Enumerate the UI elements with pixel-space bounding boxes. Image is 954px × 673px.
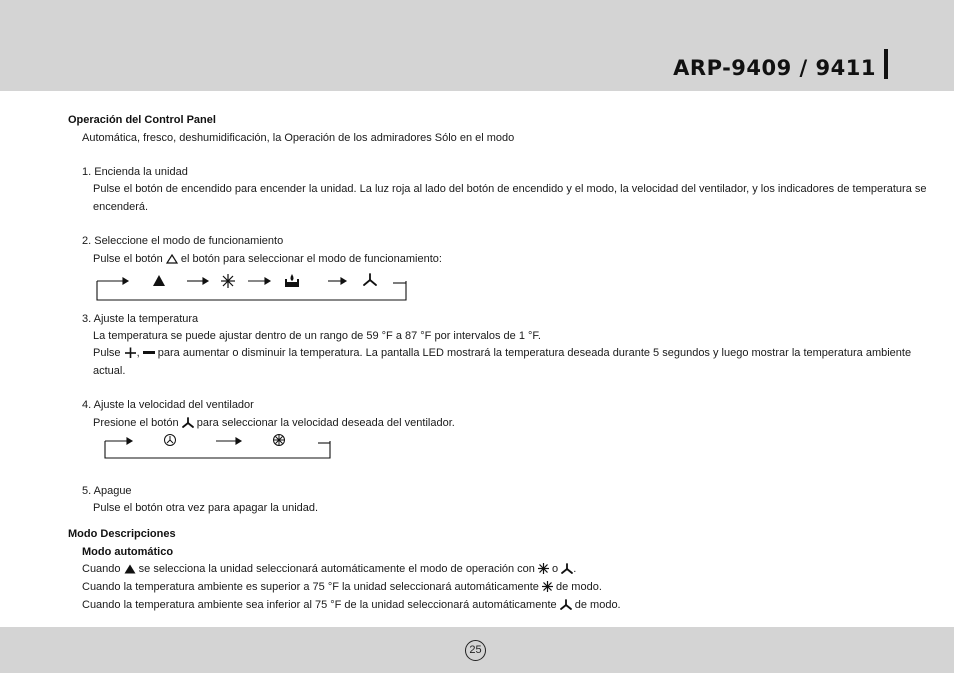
snowflake-icon <box>542 581 553 595</box>
page-number: 25 <box>465 640 486 661</box>
step3-pre: Pulse <box>93 347 121 359</box>
fan-low-icon <box>165 435 176 446</box>
fan-icon <box>560 599 572 613</box>
auto-line1 <box>82 563 576 577</box>
section-title-modes: Modo Descripciones <box>68 528 176 540</box>
step1-line2: encenderá. <box>93 201 149 213</box>
step3-post: para aumentar o disminuir la temperatura. La pantalla LED mostrará la temperatura deseada durante 5 segundos y luego mostrar la temperatura ambiente <box>157 347 912 359</box>
model-title: ARP-9409 / 9411 <box>673 56 876 80</box>
auto-line1-end: . <box>573 563 577 575</box>
fan-icon <box>364 274 376 285</box>
step2-title: 2. Seleccione el modo de funcionamiento <box>82 235 284 247</box>
arrow <box>97 278 128 284</box>
auto-line2-pre: Cuando la temperatura ambiente es superior a 75 °F la unidad seleccionará automáticamente <box>82 581 539 593</box>
sequence-frame <box>105 441 330 458</box>
sequence-frame <box>97 281 406 300</box>
auto-line3 <box>82 599 621 613</box>
auto-line2-post: de modo. <box>556 581 602 593</box>
arrow <box>105 438 132 444</box>
step1-line1: Pulse el botón de encendido para encender la unidad. La luz roja al lado del botón de encendido y el modo, la velocidad del ventilador, y los indicadores de temperatura se <box>93 183 927 195</box>
arrow <box>187 278 208 284</box>
auto-line3-pre: Cuando la temperatura ambiente sea inferior al 75 °F de la unidad seleccionará automáticamente <box>82 599 557 611</box>
auto-line2 <box>82 581 602 595</box>
arrow <box>248 278 270 284</box>
fan-icon <box>182 417 194 431</box>
step3-line3: actual. <box>93 365 126 377</box>
step5-title: 5. Apague <box>82 485 132 497</box>
step2-post: el botón para seleccionar el modo de funcionamiento: <box>180 253 442 265</box>
mode-triangle-icon <box>166 254 178 267</box>
auto-line3-post: de modo. <box>574 599 621 611</box>
fan-high-icon <box>274 435 285 446</box>
step3-sep: , <box>136 347 140 359</box>
step5-line1: Pulse el botón otra vez para apagar la unidad. <box>93 502 319 514</box>
snowflake-icon <box>221 274 235 288</box>
dehumidify-icon <box>285 274 299 287</box>
step3-title: 3. Ajuste la temperatura <box>82 313 199 325</box>
auto-line1-mid: se selecciona la unidad seleccionará automáticamente el modo de operación con <box>138 563 535 575</box>
snowflake-icon <box>538 563 549 577</box>
auto-line1-pre: Cuando <box>82 563 121 575</box>
minus-icon <box>143 347 155 361</box>
auto-icon <box>153 275 165 286</box>
title-bar-mark <box>884 49 888 79</box>
section-intro: Automática, fresco, deshumidificación, la Operación de los admiradores Sólo en el modo <box>82 132 515 144</box>
step4-pre: Presione el botón <box>93 417 179 429</box>
subsection-title-auto: Modo automático <box>82 546 174 558</box>
step4-post: para seleccionar la velocidad deseada del ventilador. <box>196 417 455 429</box>
step2-instruction <box>93 253 442 267</box>
plus-icon <box>124 347 137 361</box>
auto-line1-or: o <box>552 563 559 575</box>
fan-speed-sequence-diagram <box>103 432 333 461</box>
step4-title: 4. Ajuste la velocidad del ventilador <box>82 399 254 411</box>
step1-title: 1. Encienda la unidad <box>82 166 188 178</box>
mode-sequence-diagram <box>95 271 410 303</box>
fan-icon <box>561 563 573 577</box>
auto-icon <box>124 564 136 577</box>
arrow <box>328 278 346 284</box>
arrow <box>216 438 241 444</box>
step3-line2 <box>93 347 911 361</box>
step3-line1: La temperatura se puede ajustar dentro de un rango de 59 °F a 87 °F por intervalos de 1 °F. <box>93 330 541 342</box>
step4-instruction <box>93 417 455 431</box>
section-title-control-panel: Operación del Control Panel <box>68 114 216 126</box>
step2-pre: Pulse el botón <box>93 253 163 265</box>
